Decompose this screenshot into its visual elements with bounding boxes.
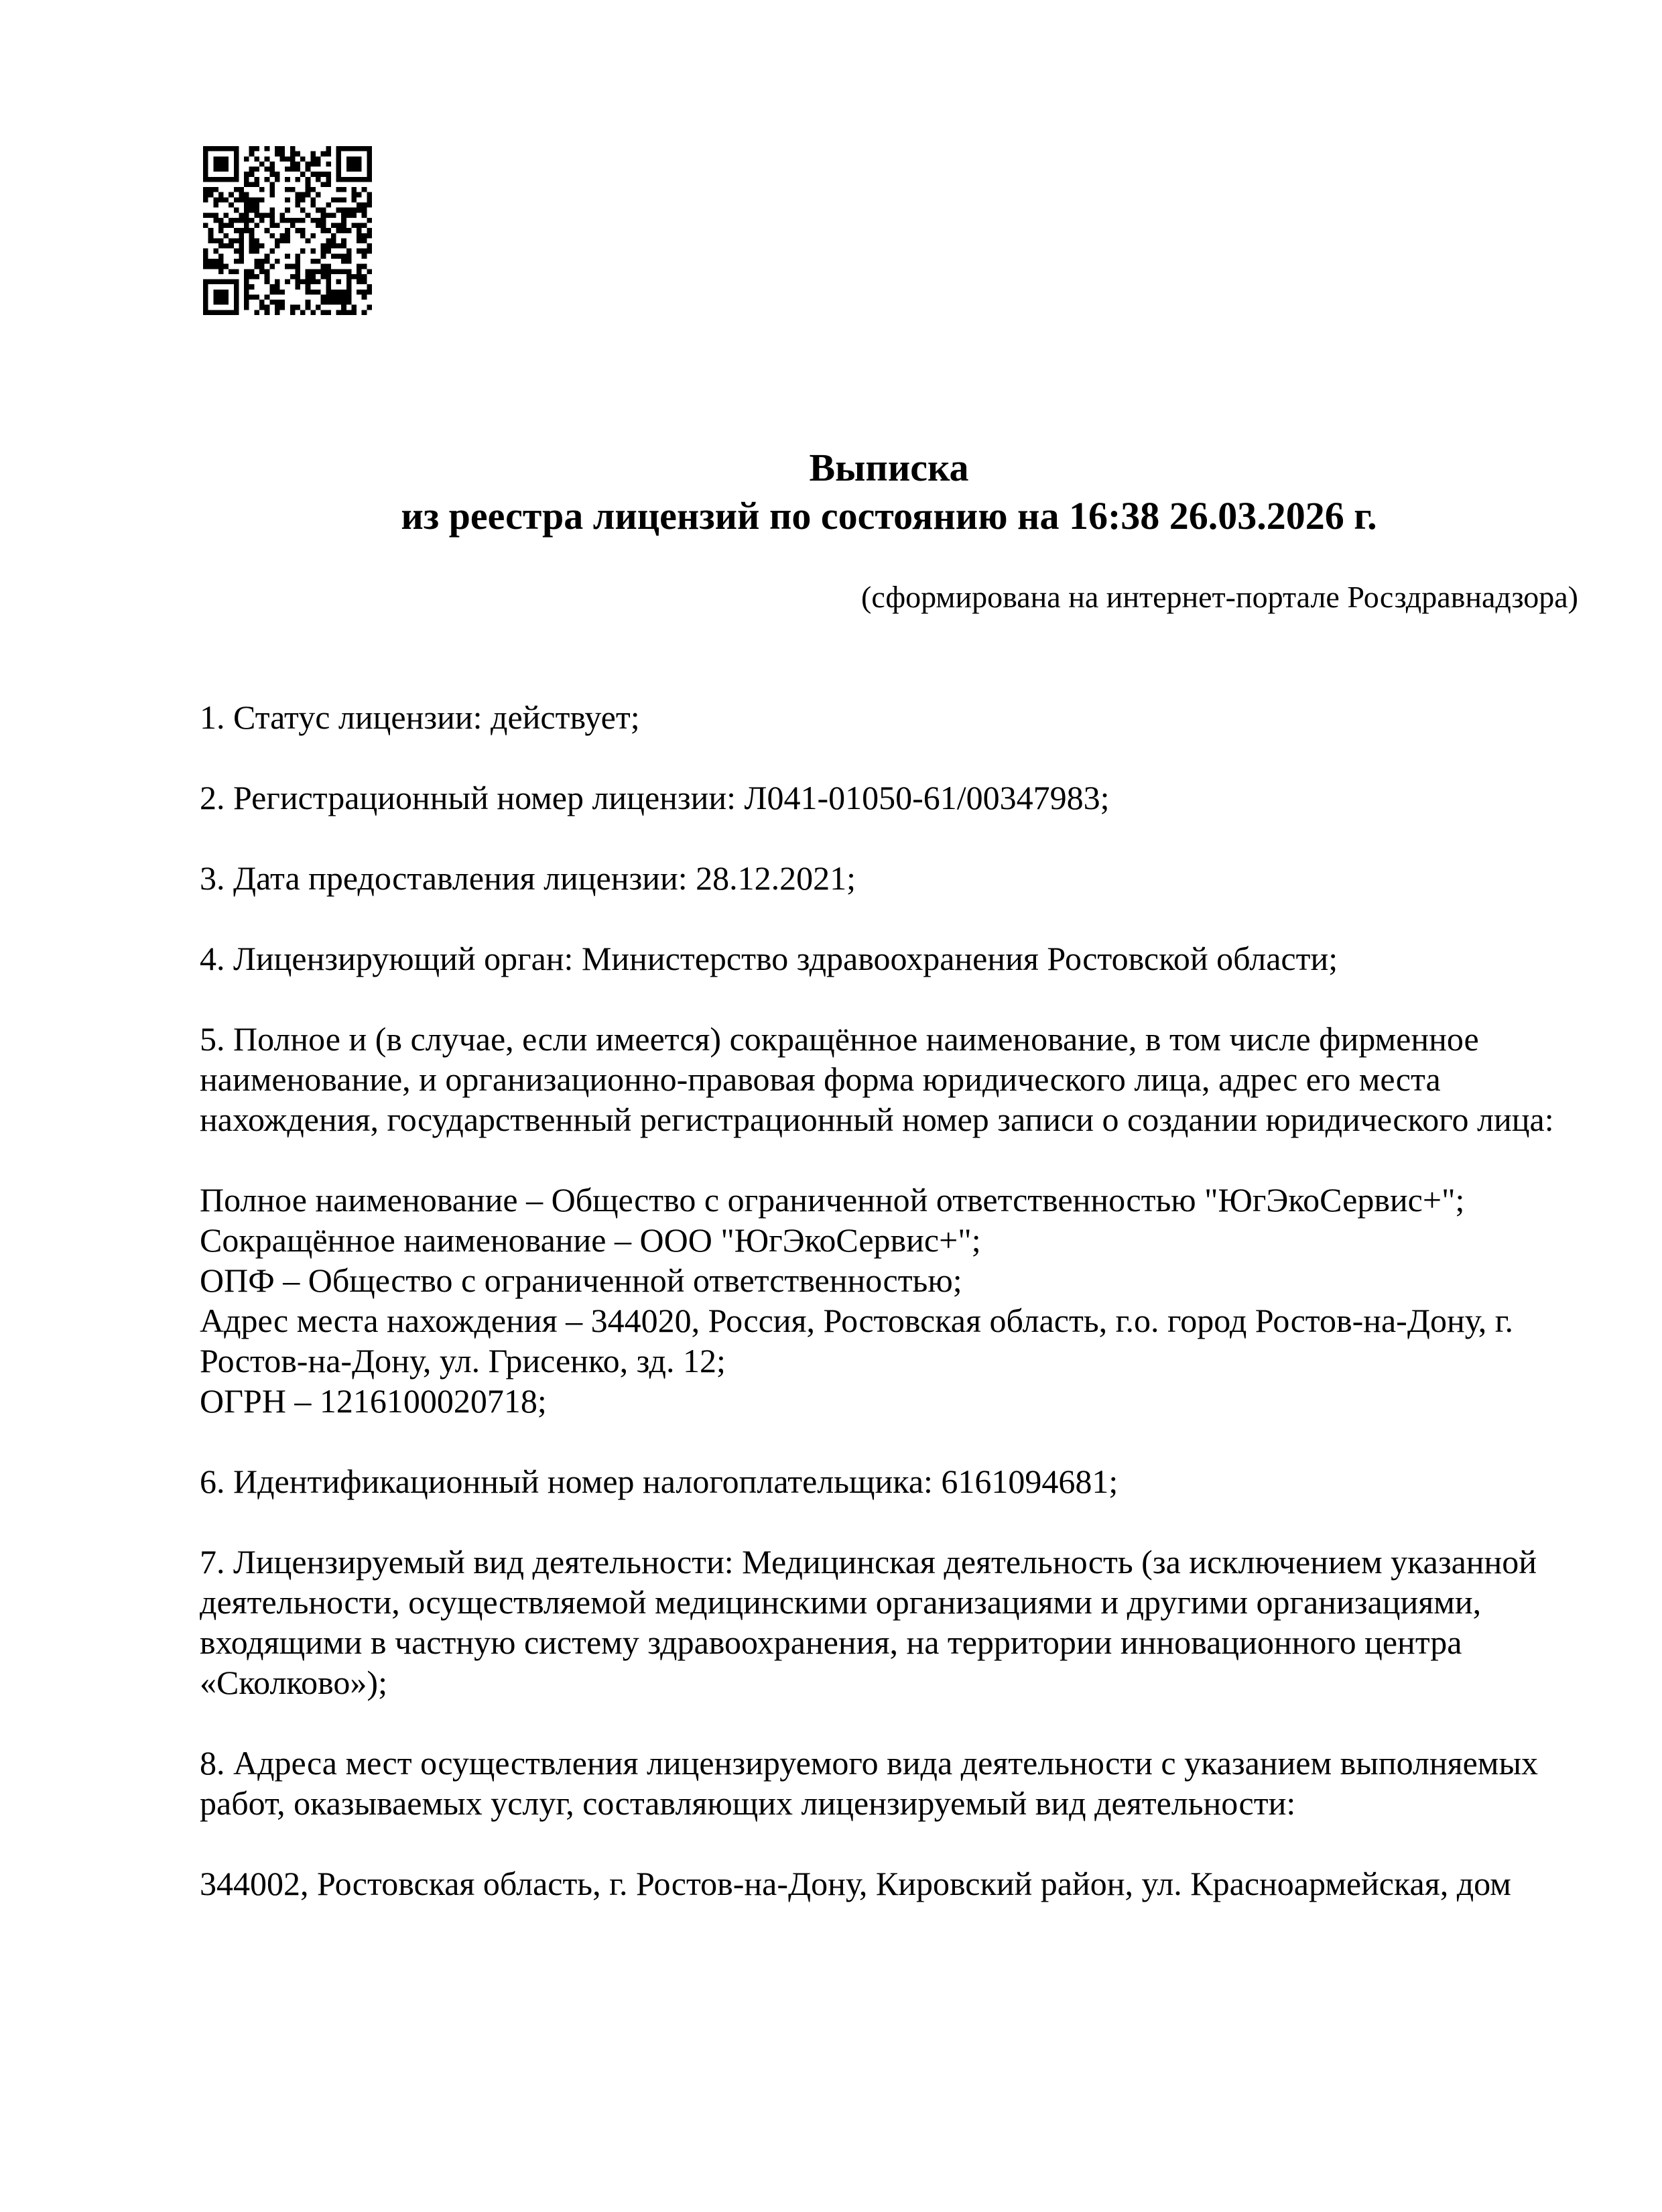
- document-body: [200, 697, 1578, 1944]
- entity-address-cont: Ростов-на-Дону, ул. Грисенко, зд. 12;: [200, 1342, 726, 1379]
- qr-code: [203, 146, 372, 315]
- text-line: входящими в частную систему здравоохранения, на территории инновационного центра: [200, 1623, 1462, 1661]
- item-2-registration-number: [200, 778, 1578, 818]
- text-line: деятельности, осуществляемой медицинскими организациями и другими организациями,: [200, 1583, 1482, 1621]
- document-subtitle: (сформирована на интернет-портале Росздравнадзора): [861, 580, 1578, 614]
- text-line: 5. Полное и (в случае, если имеется) сокращённое наименование, в том числе фирменное: [200, 1020, 1479, 1058]
- item-7-licensed-activity: [200, 1542, 1578, 1703]
- title-line-2: из реестра лицензий по состоянию на 16:38 26.03.2026 г.: [401, 494, 1377, 538]
- entity-ogrn: ОГРН – 1216100020718;: [200, 1382, 547, 1420]
- text-line: 2. Регистрационный номер лицензии: Л041-01050-61/00347983;: [200, 779, 1110, 816]
- item-3-grant-date: [200, 858, 1578, 898]
- item-4-licensing-authority: [200, 938, 1578, 979]
- activity-address-line: [200, 1863, 1578, 1904]
- text-line: «Сколково»);: [200, 1664, 387, 1701]
- title-line-1: Выписка: [809, 446, 969, 489]
- text-line: наименование, и организационно-правовая форма юридического лица, адрес его места: [200, 1060, 1441, 1098]
- item-5-entity-name-heading: [200, 1019, 1578, 1140]
- entity-short-name: Сокращённое наименование – ООО "ЮгЭкоСервис+";: [200, 1221, 981, 1259]
- text-line: нахождения, государственный регистрационный номер записи о создании юридического лица:: [200, 1101, 1554, 1138]
- item-1-license-status: [200, 697, 1578, 737]
- text-line: 1. Статус лицензии: действует;: [200, 698, 640, 736]
- entity-details: [200, 1180, 1578, 1421]
- entity-legal-form: ОПФ – Общество с ограниченной ответственностью;: [200, 1262, 962, 1299]
- text-line: 3. Дата предоставления лицензии: 28.12.2021;: [200, 859, 856, 897]
- entity-address: Адрес места нахождения – 344020, Россия, Ростовская область, г.о. город Ростов-на-Дону, г.: [200, 1302, 1514, 1339]
- text-line: работ, оказываемых услуг, составляющих лицензируемый вид деятельности:: [200, 1784, 1296, 1822]
- text-line: 8. Адреса мест осуществления лицензируемого вида деятельности с указанием выполняемых: [200, 1744, 1539, 1782]
- text-line: 4. Лицензирующий орган: Министерство здравоохранения Ростовской области;: [200, 940, 1338, 977]
- item-6-taxpayer-number: [200, 1461, 1578, 1501]
- document-title: [200, 444, 1578, 540]
- text-line: 6. Идентификационный номер налогоплательщика: 6161094681;: [200, 1463, 1118, 1500]
- text-line: 344002, Ростовская область, г. Ростов-на-Дону, Кировский район, ул. Красноармейская, дом: [200, 1865, 1511, 1902]
- entity-full-name: Полное наименование – Общество с ограниченной ответственностью "ЮгЭкоСервис+";: [200, 1181, 1465, 1219]
- item-8-addresses-heading: [200, 1743, 1578, 1823]
- text-line: 7. Лицензируемый вид деятельности: Медицинская деятельность (за исключением указанной: [200, 1543, 1537, 1581]
